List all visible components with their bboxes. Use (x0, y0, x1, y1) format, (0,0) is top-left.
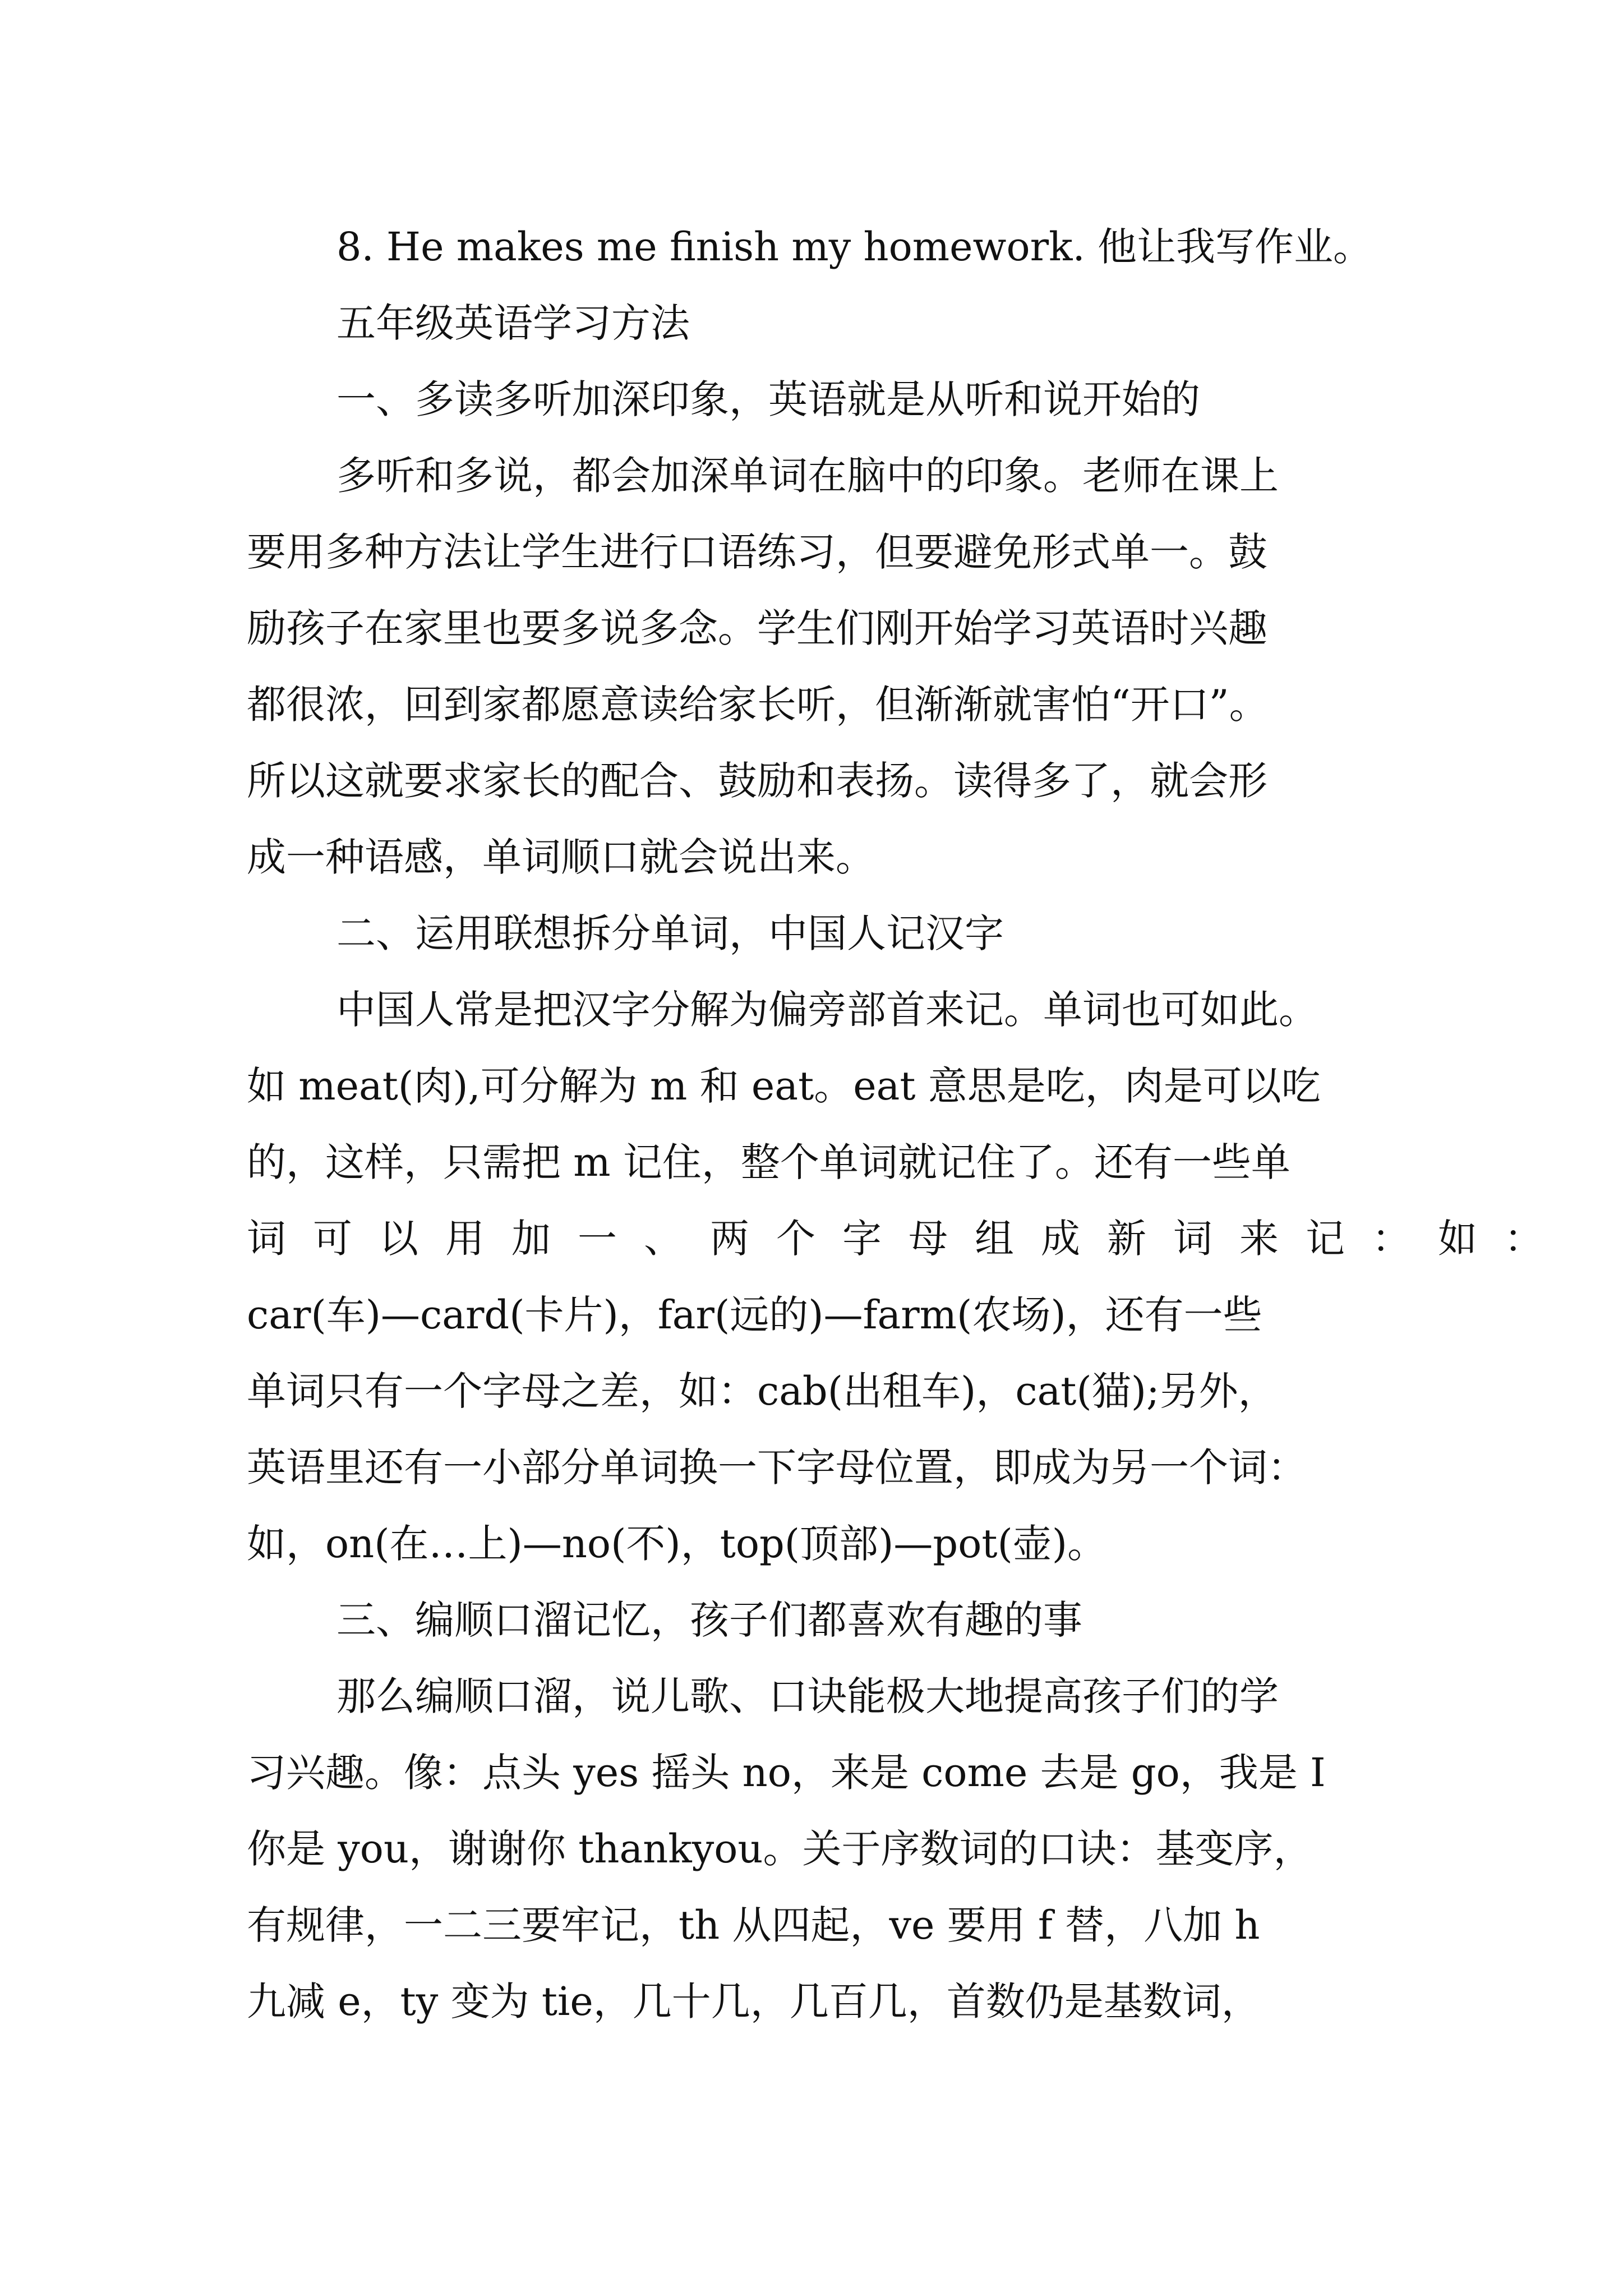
paragraph-line: 有规律，一二三要牢记，th 从四起，ve 要用 f 替，八加 h (247, 1902, 1260, 1948)
paragraph-line: 习兴趣。像：点头 yes 摇头 no，来是 come 去是 go，我是 I (247, 1750, 1326, 1796)
paragraph-line: 如 meat(肉),可分解为 m 和 eat。eat 意思是吃，肉是可以吃 (247, 1063, 1321, 1109)
paragraph-line: 英语里还有一小部分单词换一下字母位置，即成为另一个词： (247, 1444, 1307, 1490)
document-body (247, 209, 1570, 2040)
section-title: 五年级英语学习方法 (336, 300, 690, 346)
paragraph-line: 要用多种方法让学生进行口语练习，但要避免形式单一。鼓 (247, 529, 1267, 575)
paragraph-line: 九减 e，ty 变为 tie，几十几，几百几，首数仍是基数词， (247, 1978, 1261, 2024)
paragraph-line: 成一种语感，单词顺口就会说出来。 (247, 834, 875, 880)
paragraph-line: 所以这就要求家长的配合、鼓励和表扬。读得多了，就会形 (247, 758, 1267, 804)
paragraph-line: 中国人常是把汉字分解为偏旁部首来记。单词也可如此。 (336, 987, 1318, 1033)
heading-method-3: 三、编顺口溜记忆，孩子们都喜欢有趣的事 (336, 1597, 1082, 1643)
paragraph-line: 单词只有一个字母之差，如：cab(出租车)，cat(猫);另外， (247, 1368, 1278, 1414)
paragraph-line: 那么编顺口溜，说儿歌、口诀能极大地提高孩子们的学 (336, 1673, 1279, 1719)
paragraph-line: 你是 you，谢谢你 thankyou。关于序数词的口诀：基变序， (247, 1826, 1313, 1872)
example-sentence-8: 8. He makes me finish my homework. 他让我写作业。 (336, 224, 1373, 270)
paragraph-line-spaced: 词可以用加一、两个字母组成新词来记：如： (247, 1216, 1570, 1262)
paragraph-line: car(车)—card(卡片)，far(远的)—farm(农场)，还有一些 (247, 1292, 1262, 1338)
paragraph-line: 都很浓，回到家都愿意读给家长听，但渐渐就害怕“开口”。 (247, 682, 1269, 728)
heading-method-2: 二、运用联想拆分单词，中国人记汉字 (336, 910, 1004, 956)
paragraph-line: 的，这样，只需把 m 记住，整个单词就记住了。还有一些单 (247, 1139, 1290, 1185)
paragraph-line: 如，on(在…上)—no(不)，top(顶部)—pot(壶)。 (247, 1521, 1107, 1567)
paragraph-line: 励孩子在家里也要多说多念。学生们刚开始学习英语时兴趣 (247, 605, 1267, 651)
paragraph-line: 多听和多说，都会加深单词在脑中的印象。老师在课上 (336, 453, 1279, 499)
heading-method-1: 一、多读多听加深印象，英语就是从听和说开始的 (336, 376, 1200, 422)
